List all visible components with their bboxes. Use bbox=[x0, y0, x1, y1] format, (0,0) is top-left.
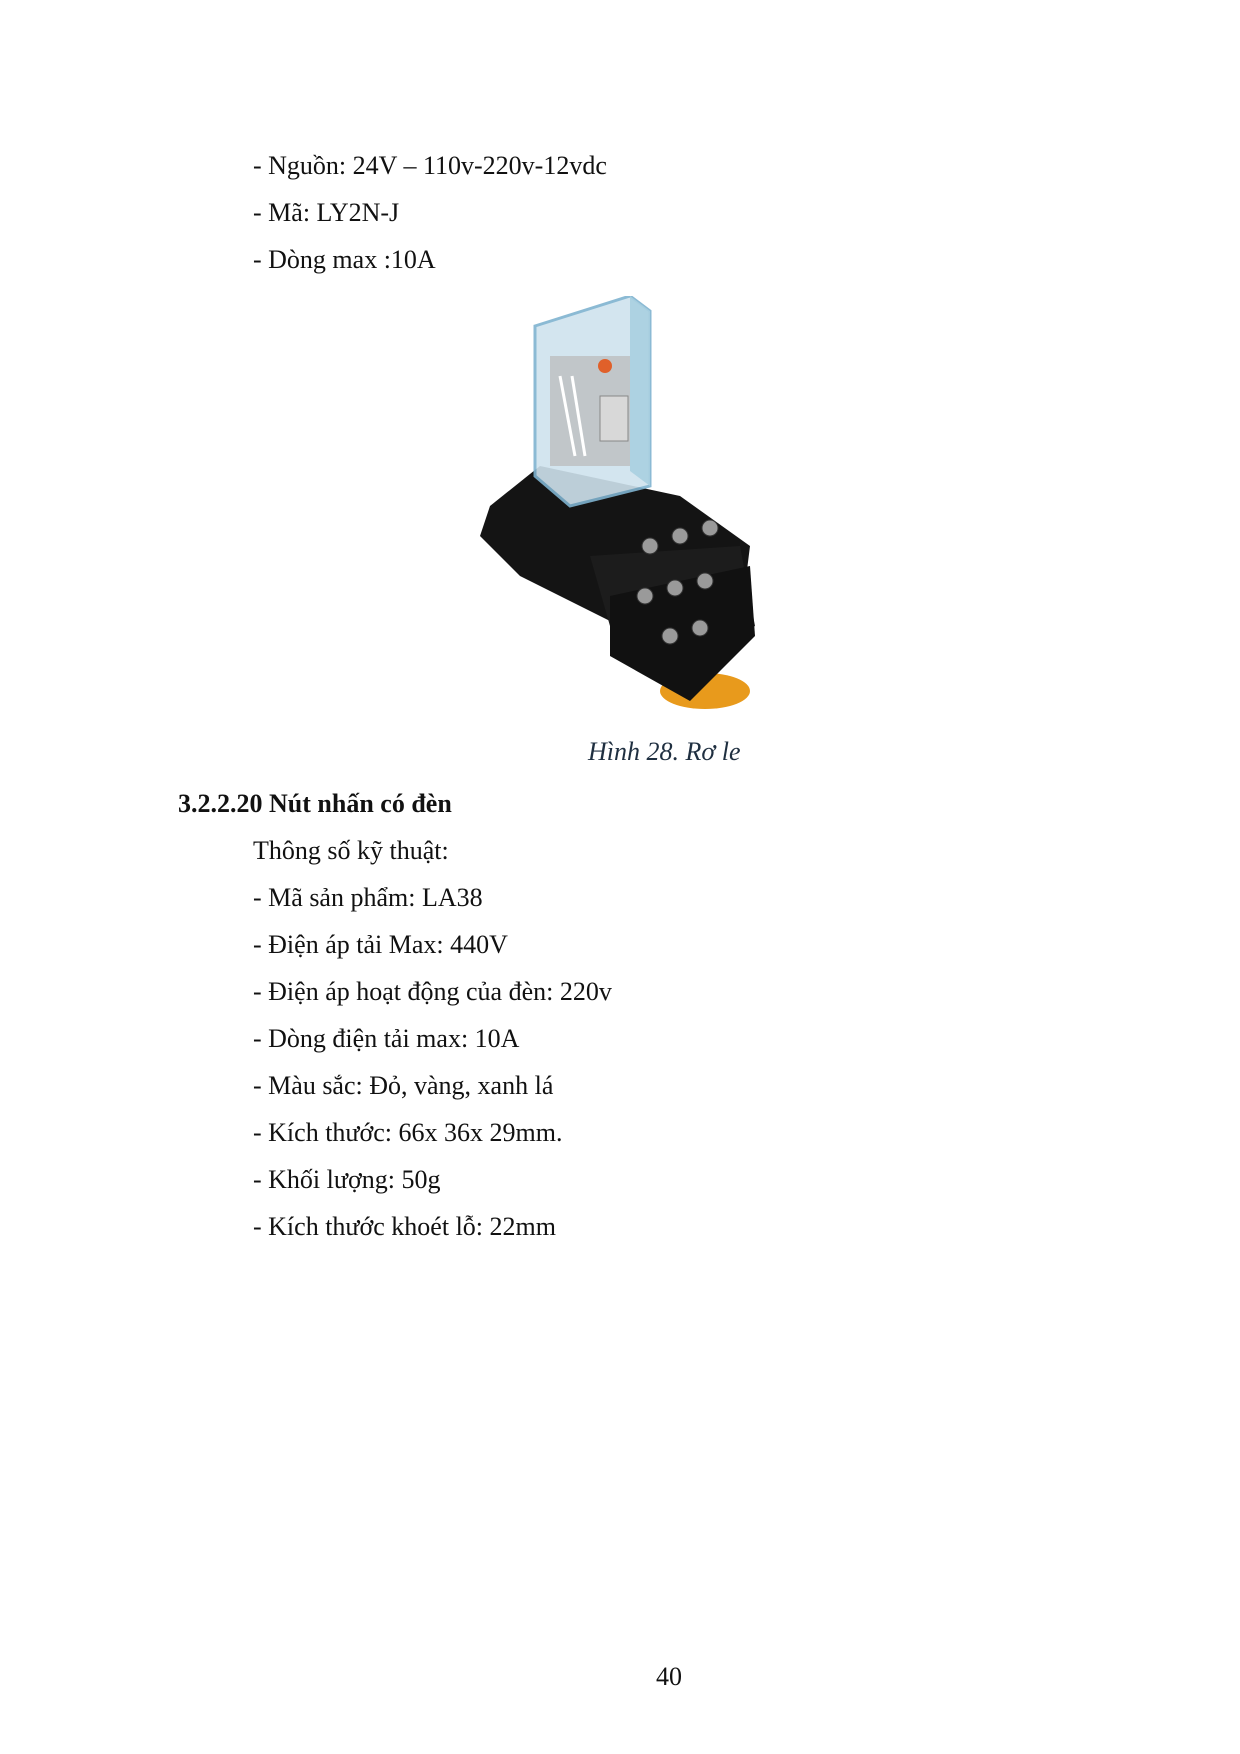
spec-item: - Điện áp hoạt động của đèn: 220v bbox=[253, 977, 612, 1006]
relay-image bbox=[480, 296, 796, 716]
spec-item: - Mã sản phẩm: LA38 bbox=[253, 883, 483, 912]
figure-caption: Hình 28. Rơ le bbox=[588, 737, 741, 766]
spec-item: - Điện áp tải Max: 440V bbox=[253, 930, 508, 959]
page-number: 40 bbox=[656, 1662, 682, 1691]
relay-spec-code: - Mã: LY2N-J bbox=[253, 198, 400, 227]
section-heading: 3.2.2.20 Nút nhấn có đèn bbox=[178, 789, 452, 818]
spec-item: - Kích thước khoét lỗ: 22mm bbox=[253, 1212, 556, 1241]
relay-spec-current: - Dòng max :10A bbox=[253, 245, 436, 274]
spec-item: - Khối lượng: 50g bbox=[253, 1165, 441, 1194]
section-intro: Thông số kỹ thuật: bbox=[253, 836, 449, 865]
relay-spec-power: - Nguồn: 24V – 110v-220v-12vdc bbox=[253, 151, 607, 180]
spec-item: - Dòng điện tải max: 10A bbox=[253, 1024, 520, 1053]
spec-item: - Kích thước: 66x 36x 29mm. bbox=[253, 1118, 563, 1147]
spec-item: - Màu sắc: Đỏ, vàng, xanh lá bbox=[253, 1071, 554, 1100]
